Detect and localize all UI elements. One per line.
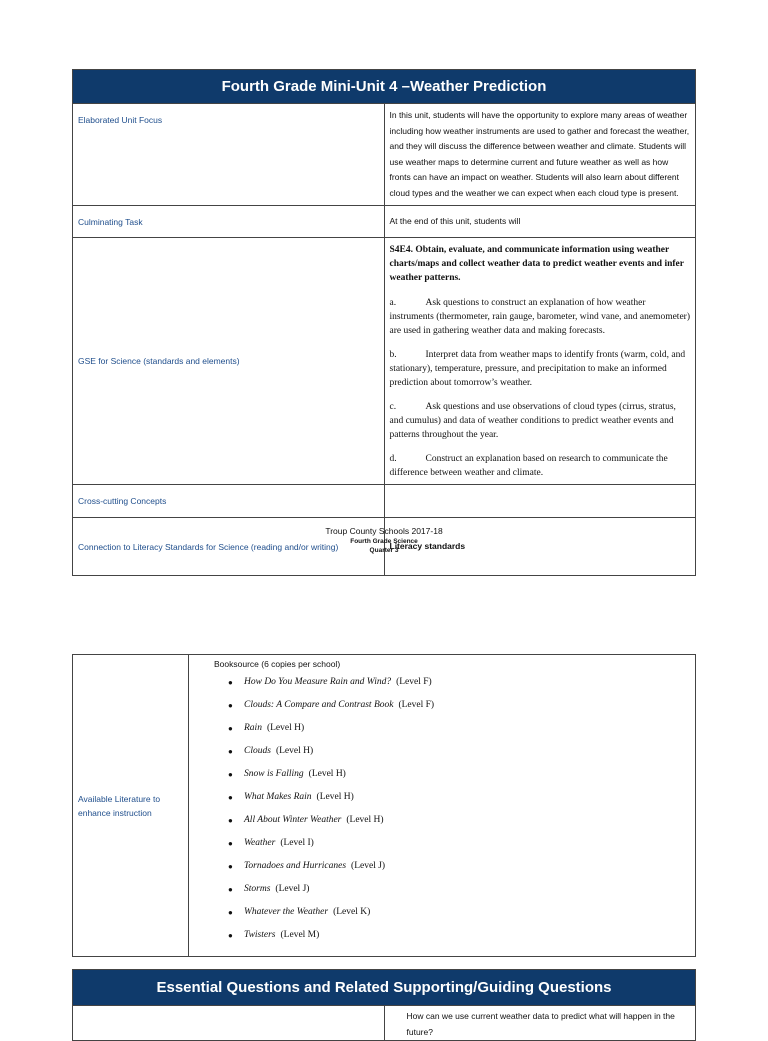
unit-title: Fourth Grade Mini-Unit 4 –Weather Prediction (73, 70, 696, 104)
standard-s4e4: S4E4. Obtain, evaluate, and communicate information using weather charts/maps and collect weather data to predict weather events and infer weather patterns. (389, 245, 684, 283)
literacy-standards-text: Literacy standards (384, 518, 696, 576)
table-row (73, 485, 696, 518)
bullet-icon: ● (228, 724, 233, 733)
bullet-icon: ● (228, 678, 233, 687)
row-label-gse: GSE for Science (standards and elements) (73, 238, 385, 485)
row-label-crosscutting: Cross-cutting Concepts (73, 485, 385, 518)
book-title: Twisters (244, 930, 276, 940)
essential-questions-table (72, 969, 696, 1041)
bullet-icon: ● (228, 816, 233, 825)
element-b: b. Interpret data from weather maps to identify fronts (warm, cold, and stationary), temperature, pressure, and precipitation to make an informed prediction about tomorrow’s weather. (389, 350, 686, 388)
essential-questions-title: Essential Questions and Related Supporting/Guiding Questions (73, 970, 696, 1006)
table-row (73, 104, 696, 206)
unit-table (72, 69, 696, 576)
element-c: c. Ask questions and use observations of cloud types (cirrus, stratus, and cumulus) and data of weather conditions to predict weather events and patterns throughout the year. (389, 402, 676, 440)
book-item (228, 763, 690, 786)
book-item (228, 694, 690, 717)
book-level: (Level F) (398, 700, 435, 710)
unit-focus-text: In this unit, students will have the opportunity to explore many areas of weather including how weather instruments are used to gather and forecast the weather, and they will discuss the difference between weather and climate. Students will use weather maps to determine current and future weather as well as how fronts can have an impact on weather. Students will also learn about different cloud types and the weather we can expect when each cloud type is present. (384, 104, 696, 206)
book-title: What Makes Rain (244, 792, 312, 802)
book-item (228, 924, 690, 947)
book-level: (Level J) (275, 884, 310, 894)
bullet-icon: ● (228, 839, 233, 848)
table-row (73, 238, 696, 485)
book-item (228, 717, 690, 740)
gse-standards-cell (384, 238, 696, 485)
book-level: (Level J) (351, 861, 386, 871)
book-title: Weather (244, 838, 276, 848)
book-item (228, 878, 690, 901)
row-label-culminating-task: Culminating Task (73, 206, 385, 238)
bullet-icon: ● (228, 862, 233, 871)
table-row (73, 206, 696, 238)
book-title: Storms (244, 884, 271, 894)
bullet-icon: ● (228, 770, 233, 779)
book-list (194, 671, 690, 947)
book-level: (Level H) (308, 769, 346, 779)
literature-table (72, 654, 696, 957)
book-title: Tornadoes and Hurricanes (244, 861, 347, 871)
book-title: Rain (244, 723, 262, 733)
book-item (228, 671, 690, 694)
row-label-literature: Available Literature to enhance instruction (73, 655, 189, 957)
book-item (228, 901, 690, 924)
footer-quarter: Quarter 3 (369, 547, 399, 554)
booksource-heading: Booksource (6 copies per school) (214, 659, 341, 669)
book-level: (Level H) (275, 746, 314, 756)
book-title: Snow is Falling (244, 769, 304, 779)
bullet-icon: ● (228, 931, 233, 940)
book-level: (Level M) (280, 930, 320, 940)
book-title: How Do You Measure Rain and Wind? (244, 677, 392, 687)
bullet-icon: ● (228, 908, 233, 917)
row-label-literacy: Connection to Literacy Standards for Science (reading and/or writing) (73, 518, 385, 576)
book-item (228, 809, 690, 832)
bullet-icon: ● (228, 747, 233, 756)
book-title: Clouds: A Compare and Contrast Book (244, 700, 394, 710)
crosscutting-text (384, 485, 696, 518)
book-title: Clouds (244, 746, 271, 756)
essential-question-text: How can we use current weather data to predict what will happen in the future? (384, 1006, 696, 1041)
book-item (228, 855, 690, 878)
footer-subject: Fourth Grade Science (350, 538, 418, 545)
book-level: (Level H) (346, 815, 384, 825)
culminating-task-text: At the end of this unit, students will (384, 206, 696, 238)
book-level: (Level I) (280, 838, 314, 848)
book-item (228, 832, 690, 855)
book-level: (Level K) (333, 907, 371, 917)
table-row (73, 655, 696, 957)
book-item (228, 740, 690, 763)
book-title: Whatever the Weather (244, 907, 329, 917)
bullet-icon: ● (228, 701, 233, 710)
book-level: (Level F) (396, 677, 432, 687)
row-label-unit-focus: Elaborated Unit Focus (73, 104, 385, 206)
page-footer (0, 526, 768, 555)
table-row (73, 1006, 696, 1041)
literature-cell (189, 655, 696, 957)
element-d: d. Construct an explanation based on research to communicate the difference between weather and climate. (389, 454, 668, 478)
book-title: All About Winter Weather (244, 815, 342, 825)
book-level: (Level H) (316, 792, 354, 802)
row-label-eq (73, 1006, 385, 1041)
element-a: a. Ask questions to construct an explanation of how weather instruments (thermometer, rain gauge, barometer, wind vane, and anemometer) are used in gathering weather data and making forecasts. (389, 298, 690, 336)
book-level: (Level H) (266, 723, 305, 733)
footer-school-year: Troup County Schools 2017-18 (325, 526, 443, 536)
bullet-icon: ● (228, 885, 233, 894)
book-item (228, 786, 690, 809)
bullet-icon: ● (228, 793, 233, 802)
